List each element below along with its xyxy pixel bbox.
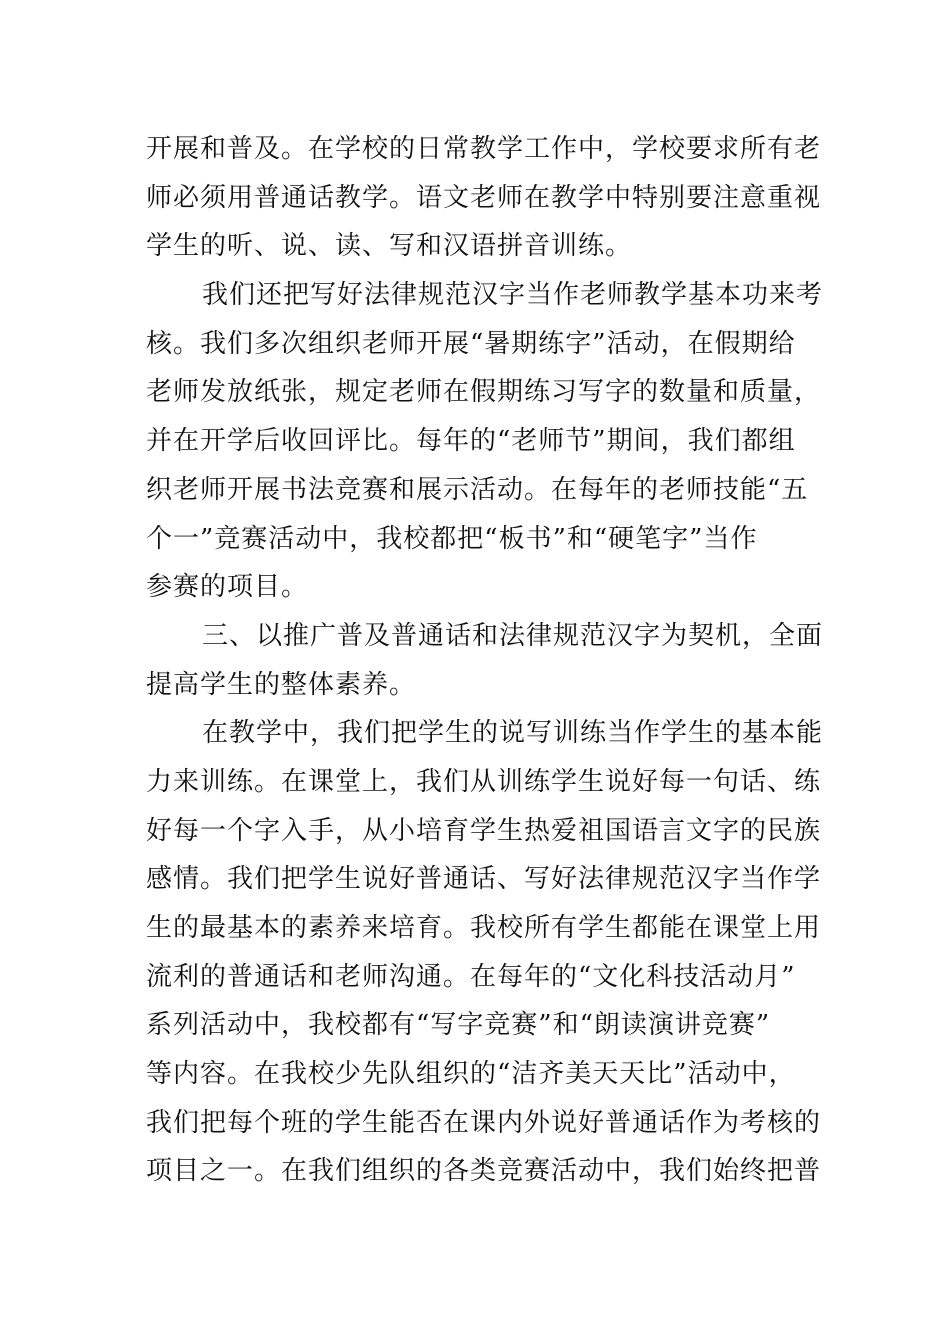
- text-line: 提高学生的整体素养。: [146, 669, 417, 700]
- text-line: 力来训练。在课堂上，我们从训练学生说好每一句话、练: [146, 766, 822, 797]
- text-line: 老师发放纸张，规定老师在假期练习写字的数量和质量，: [146, 377, 822, 408]
- text-line: 学生的听、说、读、写和汉语拼音训练。: [146, 231, 633, 262]
- paragraph-1: [146, 125, 822, 271]
- paragraph-2: [146, 271, 824, 612]
- text-line: 织老师开展书法竞赛和展示活动。在每年的老师技能“五: [146, 474, 809, 505]
- text-line: 核。我们多次组织老师开展“暑期练字”活动，在假期给: [146, 328, 796, 359]
- text-line: 开展和普及。在学校的日常教学工作中，学校要求所有老: [146, 134, 822, 164]
- text-line: 生的最基本的素养来培育。我校所有学生都能在课堂上用: [146, 913, 822, 943]
- text-line: 系列活动中，我校都有“写字竞赛”和“朗读演讲竞赛”: [146, 1010, 771, 1041]
- text-line: 感情。我们把学生说好普通话、写好法律规范汉字当作学: [146, 864, 822, 895]
- text-line: 我们还把写好法律规范汉字当作老师教学基本功来考: [202, 280, 824, 311]
- text-line: 等内容。在我校少先队组织的“洁齐美天天比”活动中，: [146, 1059, 796, 1090]
- text-line: 参赛的项目。: [146, 572, 309, 603]
- text-line: 项目之一。在我们组织的各类竞赛活动中，我们始终把普: [146, 1156, 822, 1187]
- text-line: 好每一个字入手，从小培育学生热爱祖国语言文字的民族: [146, 815, 822, 846]
- paragraph-3-section-heading: [146, 612, 824, 709]
- document-body: [146, 125, 824, 1196]
- text-line: 在教学中，我们把学生的说写训练当作学生的基本能: [202, 718, 824, 749]
- text-line: 师必须用普通话教学。语文老师在教学中特别要注意重视: [146, 182, 822, 213]
- text-line: 三、以推广普及普通话和法律规范汉字为契机，全面: [202, 620, 824, 651]
- text-line: 流利的普通话和老师沟通。在每年的“文化科技活动月”: [146, 961, 796, 992]
- text-line: 并在开学后收回评比。每年的“老师节”期间，我们都组: [146, 426, 796, 457]
- paragraph-4: [146, 709, 824, 1196]
- text-line: 我们把每个班的学生能否在课内外说好普通话作为考核的: [146, 1107, 822, 1138]
- text-line: 个一”竞赛活动中，我校都把“板书”和“硬笔字”当作: [146, 523, 758, 554]
